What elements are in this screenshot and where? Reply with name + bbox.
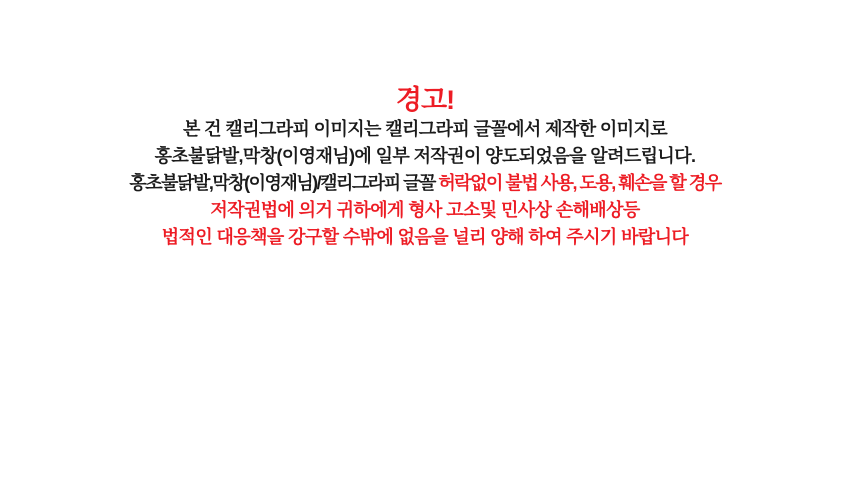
notice-line-2: 홍초불닭발,막창(이영재님)에 일부 저작권이 양도되었음을 알려드립니다. — [154, 146, 696, 166]
notice-line-1: 본 건 캘리그라피 이미지는 캘리그라피 글꼴에서 제작한 이미지로 — [182, 119, 668, 139]
notice-line-3-red-segment: 허락없이 불법 사용, 도용, 훼손을 할 경우 — [438, 173, 721, 193]
notice-line-5: 법적인 대응책을 강구할 수밖에 없음을 널리 양해 하여 주시기 바랍니다 — [161, 227, 689, 247]
notice-line-4: 저작권법에 의거 귀하에게 형사 고소및 민사상 손해배상등 — [210, 200, 640, 220]
warning-title: 경고! — [395, 85, 455, 115]
notice-line-3-black-segment: 홍초불닭발,막창(이영재님)/캘리그라피 글꼴 — [129, 173, 439, 193]
notice-line-3 — [0, 170, 850, 197]
